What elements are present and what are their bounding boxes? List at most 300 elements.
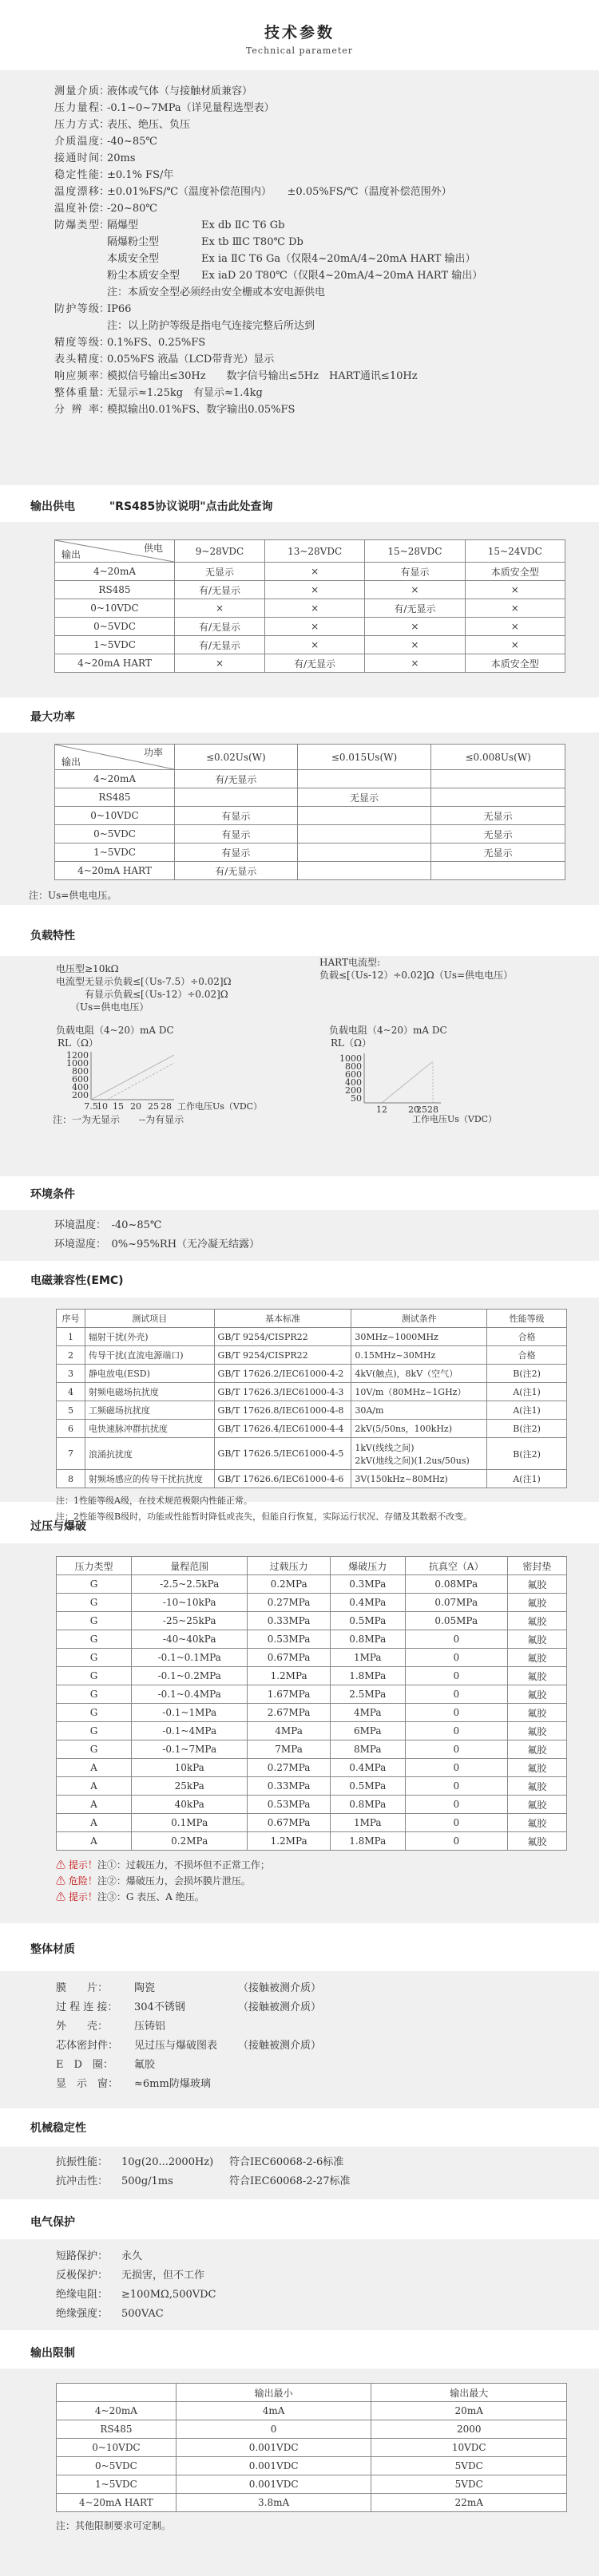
x-tick-label: 7.5 (84, 1101, 98, 1112)
column-header: 15~28VDC (365, 540, 465, 563)
table-cell: 0 (405, 1832, 507, 1851)
elec-row (56, 2266, 599, 2286)
table-cell: 7 (57, 1438, 85, 1470)
material-extra: （接触被测介质） (238, 2001, 322, 2013)
table-row (57, 2457, 567, 2475)
table-cell: 氟胶 (507, 1667, 566, 1685)
spec-label: 压力方式 (54, 119, 99, 131)
burst-band (0, 1543, 599, 1923)
spec-value: 液体或气体（与接触材质兼容） (107, 85, 253, 97)
table-row (57, 1685, 567, 1704)
column-header: 15~24VDC (465, 540, 565, 563)
table-cell: 0.2MPa (248, 1575, 330, 1594)
explosion-type: 粉尘本质安全型 (107, 270, 180, 282)
table-cell: 氟胶 (507, 1740, 566, 1759)
corner-bottom: 输出 (61, 549, 81, 560)
row-label: 4~20mA HART (55, 862, 175, 880)
column-header: 密封垫 (507, 1557, 566, 1575)
table-cell: × (264, 563, 364, 581)
table-cell: -40~40kPa (131, 1630, 247, 1649)
spec-value: 模拟输出0.01%FS、数字输出0.05%FS (107, 404, 296, 416)
table-cell: 2.67MPa (248, 1704, 330, 1722)
explosion-row (107, 217, 599, 234)
spec-row: 温度补偿 ： -20~80℃ (54, 200, 599, 217)
warning-icon: ⚠ 提示！ (56, 1891, 97, 1902)
explosion-row (107, 251, 599, 267)
limit-note: 注：其他限制要求可定制。 (56, 2520, 172, 2531)
load-section-title: 负载特性 (0, 905, 599, 956)
row-label: RS485 (55, 788, 175, 807)
table-row (57, 1722, 567, 1740)
series-with-display (107, 1063, 174, 1100)
table-cell: 5VDC (371, 2457, 567, 2475)
table-row (57, 1365, 567, 1383)
table-cell: G (57, 1667, 132, 1685)
table-row (57, 1575, 567, 1594)
right-chart-rl: RL（Ω） (331, 1037, 371, 1049)
table-cell: 5VDC (371, 2475, 567, 2494)
table-cell: -0.1~4MPa (131, 1722, 247, 1740)
power-note: 注：Us=供电电压。 (29, 890, 117, 901)
table-cell: 0.001VDC (176, 2439, 371, 2457)
burst-section-title: 过压与爆破 (0, 1502, 599, 1543)
table-cell (431, 770, 565, 788)
spec-label: 整体重量 (54, 387, 99, 399)
table-cell: A (57, 1759, 132, 1777)
table-cell: 有/无显示 (175, 581, 265, 599)
spec-value: 表压、绝压、负压 (107, 119, 191, 131)
table-cell: 氟胶 (507, 1594, 566, 1612)
spec-value: ±0.1% FS/年 (107, 169, 174, 181)
table-cell: × (465, 599, 565, 618)
spec-label: 响应频率 (54, 370, 99, 382)
table-cell: 3V(150kHz~80MHz) (351, 1470, 487, 1488)
table-cell: G (57, 1612, 132, 1630)
env-humidity: 环境湿度： 0%~95%RH（无冷凝无结露） (54, 1239, 260, 1250)
table-cell: 有显示 (175, 807, 298, 825)
material-extra: （接触被测介质） (238, 1982, 322, 1994)
supply-band (0, 522, 599, 697)
burst-table (56, 1556, 567, 1851)
env-temp: 环境温度： -40~85℃ (54, 1219, 162, 1231)
table-cell: 0.8MPa (330, 1796, 405, 1814)
table-cell: 有/无显示 (264, 654, 364, 673)
table-row (55, 825, 565, 844)
table-cell: 氟胶 (507, 1685, 566, 1704)
page-header (0, 0, 599, 70)
row-label: 0~10VDC (55, 807, 175, 825)
material-value: 见过压与爆破图表 (134, 2040, 218, 2052)
table-cell: × (264, 636, 364, 654)
x-tick-label: 25 (148, 1101, 159, 1112)
elec-label: 反极保护： (56, 2270, 109, 2282)
table-header-row (55, 540, 565, 563)
table-cell: 0 (405, 1649, 507, 1667)
table-cell: 25kPa (131, 1777, 247, 1796)
table-cell: 6MPa (330, 1722, 405, 1740)
table-cell: 7MPa (248, 1740, 330, 1759)
material-band (0, 1971, 599, 2108)
table-cell: 10V/m（80MHz~1GHz） (351, 1383, 487, 1401)
table-cell: 0.5MPa (330, 1777, 405, 1796)
table-cell: × (465, 581, 565, 599)
spec-value: -20~80℃ (107, 203, 157, 215)
x-tick-label: 28 (427, 1104, 438, 1115)
material-value: 压铸铝 (134, 2021, 166, 2033)
table-cell (431, 862, 565, 880)
table-cell: 0.27MPa (248, 1759, 330, 1777)
table-cell: 2 (57, 1346, 85, 1365)
table-cell: 0.8MPa (330, 1630, 405, 1649)
material-label: 膜 片： (56, 1982, 109, 1994)
explosion-row (107, 234, 599, 251)
material-row (56, 1998, 599, 2017)
table-cell: GB/T 17626.5/IEC61000-4-5 (214, 1438, 351, 1470)
material-extra: （接触被测介质） (238, 2040, 322, 2052)
spec-label: 介质温度 (54, 136, 99, 148)
table-cell: 本质安全型 (465, 563, 565, 581)
table-header-row (57, 2384, 567, 2402)
table-cell: GB/T 9254/CISPR22 (214, 1346, 351, 1365)
table-cell: 1.2MPa (248, 1667, 330, 1685)
table-cell: A(注1) (487, 1401, 567, 1420)
row-label: 4~20mA (55, 770, 175, 788)
column-header: 压力类型 (57, 1557, 132, 1575)
emc-table (56, 1309, 567, 1488)
table-cell: 0 (405, 1722, 507, 1740)
table-cell: 1.8MPa (330, 1667, 405, 1685)
table-cell: 1.2MPa (248, 1832, 330, 1851)
table-cell (297, 825, 431, 844)
table-row (57, 1594, 567, 1612)
material-value: 氟胶 (134, 2059, 156, 2071)
table-cell: -0.1~0.4MPa (131, 1685, 247, 1704)
spec-value: ±0.01%FS/℃（温度补偿范围内） ±0.05%FS/℃（温度补偿范围外） (107, 186, 452, 198)
row-label: 4~20mA (55, 563, 175, 581)
spec-label: 精度等级 (54, 337, 99, 349)
elec-band (0, 2239, 599, 2330)
load-left-line: 有显示负载≤[（Us-12）÷0.02]Ω (56, 989, 228, 1000)
table-row (57, 2420, 567, 2439)
material-label: 过 程 连 接： (56, 2001, 118, 2013)
load-right-line: HART电流型: (319, 957, 381, 968)
table-row (57, 1796, 567, 1814)
table-cell: B(注2) (487, 1420, 567, 1438)
table-row (57, 1814, 567, 1832)
right-chart-title: 负载电阻（4~20）mA DC (329, 1025, 447, 1036)
y-tick-label: 400 (345, 1077, 362, 1088)
column-header: ≤0.02Us(W) (175, 745, 298, 770)
env-band (0, 1210, 599, 1261)
table-cell: 1~5VDC (57, 2475, 177, 2494)
load-left-line: （Us=供电电压） (56, 1002, 149, 1013)
table-cell: -25~25kPa (131, 1612, 247, 1630)
spec-value: 0.05%FS 液晶（LCD带背光）显示 (107, 354, 275, 365)
mech-label: 抗振性能： (56, 2156, 109, 2168)
left-chart-rl: RL（Ω） (58, 1037, 98, 1049)
row-label: RS485 (55, 581, 175, 599)
table-row (57, 2494, 567, 2512)
table-cell: × (365, 636, 465, 654)
table-cell: 1MPa (330, 1814, 405, 1832)
table-cell: 2.5MPa (330, 1685, 405, 1704)
table-row (55, 636, 565, 654)
material-value: 陶瓷 (134, 1982, 156, 1994)
corner-cell (55, 540, 175, 563)
table-cell: 0 (405, 1777, 507, 1796)
row-label: 0~5VDC (55, 825, 175, 844)
power-section-title: 最大功率 (0, 697, 599, 733)
table-cell: 0.2MPa (131, 1832, 247, 1851)
load-left-line: 电流型无显示负载≤[（Us-7.5）÷0.02]Ω (56, 976, 232, 987)
table-cell: 传导干扰(直流电源端口) (85, 1346, 214, 1365)
specs-section (0, 70, 599, 485)
left-load-chart (56, 1047, 272, 1111)
table-cell: 工频磁场抗扰度 (85, 1401, 214, 1420)
x-axis-label: 工作电压Us（VDC） (177, 1101, 263, 1112)
table-row (57, 1401, 567, 1420)
table-cell: 2000 (371, 2420, 567, 2439)
table-cell: 无显示 (175, 563, 265, 581)
table-cell: 氟胶 (507, 1704, 566, 1722)
table-cell: × (365, 581, 465, 599)
spec2-row: 响应频率 ： 模拟信号输出≤30Hz 数字信号输出≤5Hz HART通讯≤10Hz (54, 368, 599, 385)
table-cell: 0.1MPa (131, 1814, 247, 1832)
table-cell: 静电放电(ESD) (85, 1365, 214, 1383)
material-row (56, 2075, 599, 2094)
corner-bottom: 输出 (61, 757, 81, 768)
table-cell: × (365, 654, 465, 673)
power-band (0, 733, 599, 905)
limit-band (0, 2369, 599, 2576)
table-cell: × (264, 618, 364, 636)
table-cell (297, 807, 431, 825)
table-cell: 4~20mA HART (57, 2494, 177, 2512)
table-cell: × (264, 581, 364, 599)
emc-band (0, 1298, 599, 1522)
table-cell: 0.08MPa (405, 1575, 507, 1594)
emc-section-title: 电磁兼容性(EMC) (0, 1261, 599, 1298)
load-left-line: 电压型≥10kΩ (56, 963, 119, 974)
table-cell: 8 (57, 1470, 85, 1488)
spec-value: -0.1~0~7MPa（详见量程选型表） (107, 102, 275, 114)
explosion-mark: Ex iaD 20 T80℃（仅限4~20mA/4~20mA HART 输出） (201, 270, 483, 282)
material-row (56, 1979, 599, 1998)
table-cell: GB/T 17626.6/IEC61000-4-6 (214, 1470, 351, 1488)
table-cell: G (57, 1722, 132, 1740)
elec-section-title: 电气保护 (0, 2199, 599, 2239)
table-cell: RS485 (57, 2420, 177, 2439)
table-cell: 0 (405, 1814, 507, 1832)
table-cell: A(注1) (487, 1470, 567, 1488)
material-label: E D 圈： (56, 2059, 113, 2071)
table-cell: 30MHz~1000MHz (351, 1328, 487, 1346)
table-cell: × (175, 654, 265, 673)
column-header: 性能等级 (487, 1310, 567, 1328)
y-tick-label: 1200 (66, 1050, 89, 1061)
table-cell: 6 (57, 1420, 85, 1438)
table-cell: 2kV(5/50ns，100kHz) (351, 1420, 487, 1438)
table-cell: 10VDC (371, 2439, 567, 2457)
y-tick-label: 600 (345, 1069, 362, 1080)
table-cell: 合格 (487, 1328, 567, 1346)
column-header: 过载压力 (248, 1557, 330, 1575)
spec-value: 20ms (107, 152, 136, 164)
table-cell: A (57, 1796, 132, 1814)
table-row (57, 1438, 567, 1470)
mech-extra: 符合IEC60068-2-6标准 (229, 2156, 344, 2168)
table-cell: 氟胶 (507, 1759, 566, 1777)
corner-top: 供电 (143, 543, 163, 554)
table-cell: B(注2) (487, 1365, 567, 1383)
table-cell: 有/无显示 (175, 636, 265, 654)
table-cell: A (57, 1814, 132, 1832)
explosion-mark: Ex db ⅡC T6 Gb (201, 219, 285, 231)
x-axis-label: 工作电压Us（VDC） (412, 1114, 498, 1124)
table-cell: 0 (405, 1796, 507, 1814)
table-row (57, 1612, 567, 1630)
corner-top: 功率 (143, 747, 163, 758)
spec-label: 温度漂移 (54, 186, 99, 198)
table-cell: 0.27MPa (248, 1594, 330, 1612)
table-cell: B(注2) (487, 1438, 567, 1470)
table-cell: 0 (405, 1667, 507, 1685)
table-cell: GB/T 17626.3/IEC61000-4-3 (214, 1383, 351, 1401)
table-cell: G (57, 1594, 132, 1612)
mech-band (0, 2147, 599, 2199)
table-cell: A(注1) (487, 1383, 567, 1401)
warning-icon: ⚠ 危险！ (56, 1875, 97, 1887)
table-cell: 有/无显示 (365, 599, 465, 618)
table-header-row (57, 1557, 567, 1575)
spec2-row: 分 辨 率 ： 模拟输出0.01%FS、数字输出0.05%FS (54, 401, 599, 418)
material-row (56, 2037, 599, 2056)
table-cell: 合格 (487, 1346, 567, 1365)
table-cell: A (57, 1777, 132, 1796)
table-cell: -0.1~0.1MPa (131, 1649, 247, 1667)
table-cell: 3.8mA (176, 2494, 371, 2512)
x-tick-label: 10 (97, 1101, 108, 1112)
y-tick-label: 50 (351, 1093, 362, 1104)
table-cell: 0.4MPa (330, 1594, 405, 1612)
table-cell: G (57, 1575, 132, 1594)
table-cell: 浪涌抗扰度 (85, 1438, 214, 1470)
table-cell: -0.1~1MPa (131, 1704, 247, 1722)
x-tick-label: 20 (408, 1104, 419, 1115)
table-cell: 0.67MPa (248, 1814, 330, 1832)
table-row (55, 599, 565, 618)
table-cell: 氟胶 (507, 1814, 566, 1832)
material-value: 304不锈钢 (134, 2001, 185, 2013)
spec-value: 0.1%FS、0.25%FS (107, 337, 206, 349)
table-cell: 4mA (176, 2402, 371, 2420)
left-chart-legend: 注：一为无显示 --为有显示 (53, 1114, 184, 1125)
table-cell: 22mA (371, 2494, 567, 2512)
table-cell (431, 788, 565, 807)
row-label: 1~5VDC (55, 844, 175, 862)
table-cell: 30A/m (351, 1401, 487, 1420)
table-cell: 20mA (371, 2402, 567, 2420)
table-cell: G (57, 1630, 132, 1649)
table-row (55, 770, 565, 788)
table-cell: G (57, 1740, 132, 1759)
table-cell: 无显示 (297, 788, 431, 807)
elec-value: 永久 (121, 2250, 143, 2262)
table-row (57, 1759, 567, 1777)
table-cell: 无显示 (431, 844, 565, 862)
power-table (54, 744, 565, 880)
mech-section-title: 机械稳定性 (0, 2108, 599, 2147)
page-subtitle: Technical parameter (245, 45, 354, 56)
table-row (57, 1346, 567, 1365)
rs485-protocol-link[interactable]: "RS485协议说明"点击此处查询 (109, 500, 273, 513)
y-tick-label: 400 (72, 1082, 89, 1092)
mech-value: 500g/1ms (121, 2175, 173, 2187)
table-cell: -2.5~2.5kPa (131, 1575, 247, 1594)
load-band (0, 956, 599, 1176)
table-cell: -0.1~0.2MPa (131, 1667, 247, 1685)
table-cell: -10~10kPa (131, 1594, 247, 1612)
supply-table (54, 539, 565, 673)
table-cell: 0.53MPa (248, 1796, 330, 1814)
table-cell: 无显示 (431, 807, 565, 825)
material-label: 外 壳： (56, 2021, 109, 2033)
column-header: 爆破压力 (330, 1557, 405, 1575)
spec-row-protection: 防护等级 ： IP66 注：以上防护等级是指电气连接完整后所达到 (54, 303, 315, 332)
table-cell: 0.001VDC (176, 2457, 371, 2475)
spec-label: 压力量程 (54, 102, 99, 114)
table-header-row (57, 1310, 567, 1328)
table-cell: 40kPa (131, 1796, 247, 1814)
table-cell: 0 (405, 1759, 507, 1777)
table-row (57, 1420, 567, 1438)
material-label: 芯体密封件： (56, 2040, 119, 2052)
explosion-mark: Ex tb ⅢC T80℃ Db (201, 236, 303, 248)
column-header: 抗真空（A） (405, 1557, 507, 1575)
table-row (55, 618, 565, 636)
table-cell: 0.07MPa (405, 1594, 507, 1612)
table-row (55, 862, 565, 880)
warning-icon: ⚠ 提示！ (56, 1859, 97, 1871)
elec-value: 500VAC (121, 2308, 164, 2320)
spec-value: -40~85℃ (107, 136, 157, 148)
explosion-type: 隔爆型 (107, 219, 139, 231)
x-tick-label: 25 (416, 1104, 427, 1115)
table-cell: 4MPa (248, 1722, 330, 1740)
burst-note: ⚠ 危险！注②：爆破压力，会损坏膜片泄压。 (56, 1875, 251, 1887)
table-cell: GB/T 9254/CISPR22 (214, 1328, 351, 1346)
y-tick-label: 1000 (339, 1053, 362, 1064)
spec-label: 稳定性能 (54, 169, 99, 181)
table-cell: 0.001VDC (176, 2475, 371, 2494)
material-row (56, 2017, 599, 2037)
page-title: 技术参数 (264, 24, 335, 41)
table-cell: 0.05MPa (405, 1612, 507, 1630)
table-row (55, 844, 565, 862)
table-cell: 0 (176, 2420, 371, 2439)
table-cell: 0 (405, 1630, 507, 1649)
table-row (57, 1328, 567, 1346)
table-cell: 0.15MHz~30MHz (351, 1346, 487, 1365)
table-row (57, 1740, 567, 1759)
table-cell: × (175, 599, 265, 618)
y-tick-label: 1000 (66, 1058, 89, 1069)
spec2-row: 表头精度 ： 0.05%FS 液晶（LCD带背光）显示 (54, 351, 599, 368)
elec-value: 无损害，但不工作 (121, 2270, 205, 2282)
explosion-note: 注：本质安全型必须经由安全栅或本安电源供电 (107, 286, 326, 298)
table-row (57, 1630, 567, 1649)
spec-value: 无显示≈1.25kg 有显示≈1.4kg (107, 387, 263, 399)
